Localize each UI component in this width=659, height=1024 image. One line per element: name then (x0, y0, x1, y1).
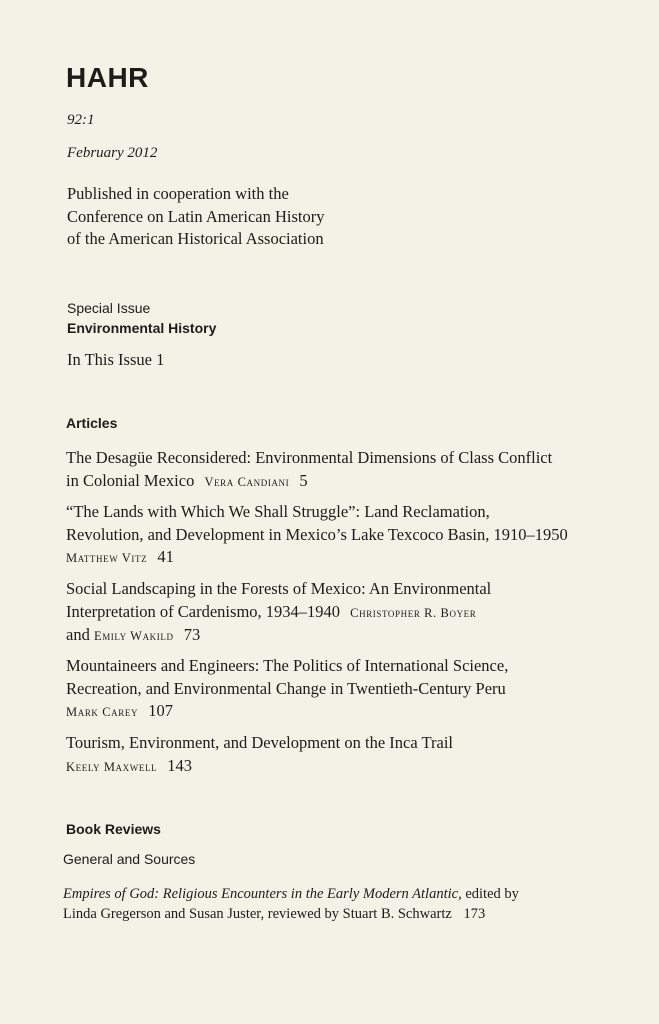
article-author: Christopher R. Boyer (350, 605, 477, 620)
page-number: 173 (463, 906, 486, 922)
article-title-line: Recreation, and Environmental Change in Twentieth-Century Peru (66, 678, 506, 698)
article-author: Mark Carey (66, 705, 139, 719)
article-title-line: in Colonial Mexico (66, 470, 195, 490)
book-reviews-heading: Book Reviews (66, 821, 161, 837)
in-this-issue-label: In This Issue (67, 350, 152, 369)
issue-number: 92:1 (67, 112, 95, 128)
cooperation-line: of the American Historical Association (67, 229, 324, 248)
cooperation-line: Published in cooperation with the (67, 184, 289, 203)
article-title-line: Interpretation of Cardenismo, 1934–1940 (66, 601, 341, 621)
page-number: 143 (167, 755, 193, 775)
special-issue-label: Special Issue (67, 300, 151, 316)
page-number: 73 (183, 625, 201, 644)
author-conjunction: and (66, 625, 90, 644)
article-entry[interactable] (66, 447, 606, 493)
article-entry[interactable] (66, 578, 606, 648)
article-title-line: Tourism, Environment, and Development on the Inca Trail (66, 733, 453, 752)
cooperation-statement (67, 183, 325, 251)
article-title-line: Mountaineers and Engineers: The Politics of International Science, (66, 656, 509, 675)
issue-date: February 2012 (67, 145, 158, 161)
article-title-line: “The Lands with Which We Shall Struggle”: Land Reclamation, (66, 502, 490, 521)
page-number: 1 (156, 350, 165, 369)
review-subsection-title: General and Sources (63, 851, 196, 867)
review-line: edited by (465, 886, 519, 902)
article-entry[interactable] (66, 501, 606, 570)
special-issue-title: Environmental History (67, 320, 217, 336)
in-this-issue-entry[interactable] (67, 350, 164, 370)
page-number: 41 (157, 547, 174, 566)
article-author: Vera Candiani (204, 474, 290, 489)
cooperation-line: Conference on Latin American History (67, 206, 325, 226)
review-book-title: Empires of God: Religious Encounters in the Early Modern Atlantic, (63, 886, 462, 902)
article-entry[interactable] (66, 732, 606, 778)
article-title-line: The Desagüe Reconsidered: Environmental Dimensions of Class Conflict (66, 448, 553, 467)
article-entry[interactable] (66, 655, 606, 724)
article-title-line: Revolution, and Development in Mexico’s Lake Texcoco Basin, 1910–1950 (66, 524, 568, 544)
article-author: Matthew Vitz (66, 551, 148, 565)
book-review-entry[interactable] (63, 884, 613, 924)
journal-title: HAHR (66, 62, 149, 93)
page-number: 5 (299, 470, 308, 490)
review-line: Linda Gregerson and Susan Juster, reviewed by Stuart B. Schwartz (63, 906, 452, 922)
article-title-line: Social Landscaping in the Forests of Mexico: An Environmental (66, 579, 492, 598)
articles-heading: Articles (66, 415, 118, 431)
article-author: Keely Maxwell (66, 759, 158, 774)
page-number: 107 (148, 701, 173, 720)
article-author: Emily Wakild (93, 629, 174, 643)
